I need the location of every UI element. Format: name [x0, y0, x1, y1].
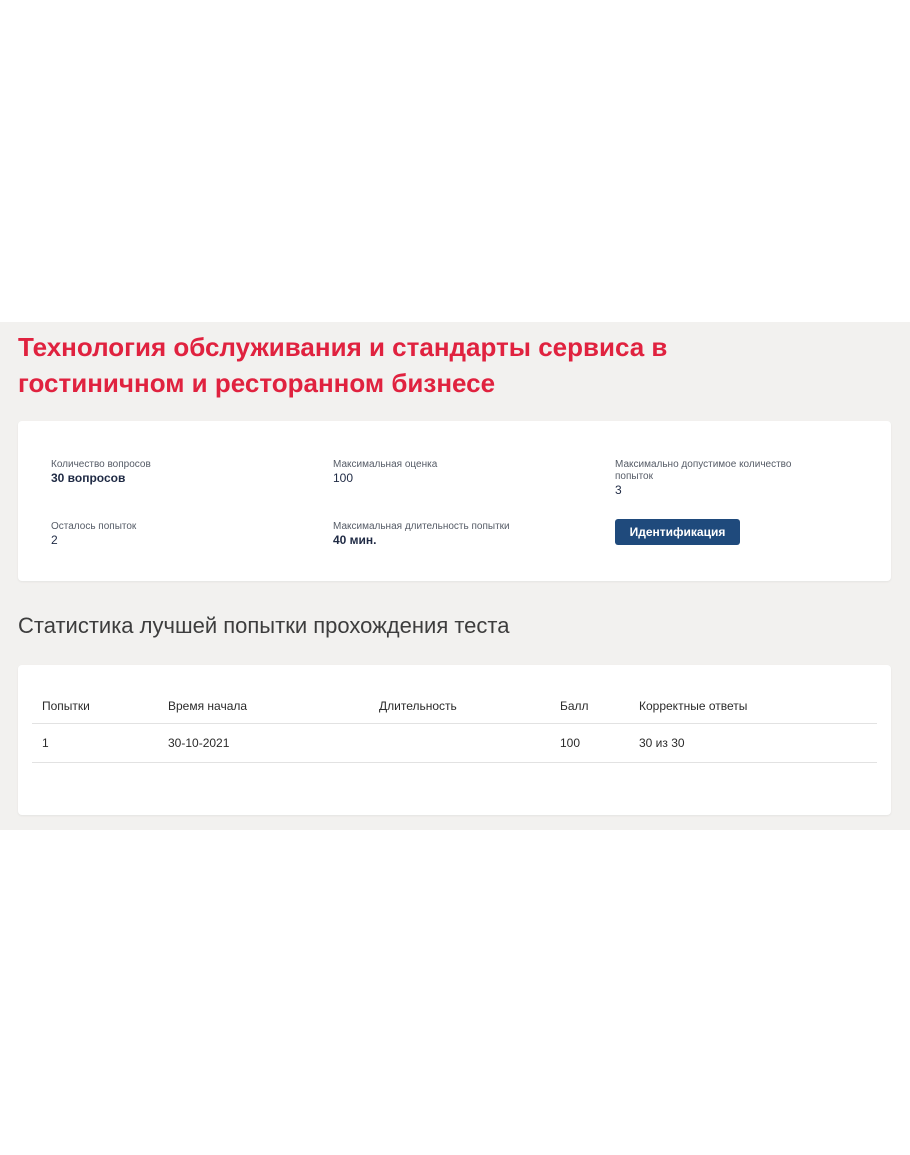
- remaining-attempts-label: Осталось попыток: [51, 521, 137, 532]
- column-header-duration: Длительность: [369, 689, 550, 724]
- test-info-card: [18, 421, 891, 581]
- max-duration: [333, 521, 563, 548]
- max-score-value: 100: [333, 471, 354, 485]
- table-row: [32, 724, 877, 763]
- column-header-score: Балл: [550, 689, 629, 724]
- column-header-attempts: Попытки: [32, 689, 158, 724]
- questions-count-value: 30 вопросов: [51, 471, 126, 485]
- cell-duration: [369, 724, 550, 763]
- max-duration-value: 40 мин.: [333, 533, 377, 547]
- cell-score: 100: [550, 724, 629, 763]
- cell-correct-answers: 30 из 30: [629, 724, 877, 763]
- cell-start-time: 30-10-2021: [158, 724, 369, 763]
- column-header-start-time: Время начала: [158, 689, 369, 724]
- course-title: Технология обслуживания и стандарты сервиса в гостиничном и ресторанном бизнесе: [18, 332, 668, 398]
- stats-section-title: Статистика лучшей попытки прохождения теста: [18, 613, 510, 638]
- column-header-correct-answers: Корректные ответы: [629, 689, 877, 724]
- max-attempts: [615, 459, 825, 498]
- questions-count-label: Количество вопросов: [51, 459, 151, 470]
- max-attempts-label: Максимально допустимое количество попыток: [615, 459, 792, 482]
- max-attempts-value: 3: [615, 483, 622, 497]
- max-score-label: Максимальная оценка: [333, 459, 438, 470]
- table-header-row: [32, 689, 877, 724]
- max-duration-label: Максимальная длительность попытки: [333, 521, 510, 532]
- cell-attempt: 1: [32, 724, 158, 763]
- identification-button[interactable]: Идентификация: [615, 519, 740, 545]
- remaining-attempts: [51, 521, 281, 548]
- remaining-attempts-value: 2: [51, 533, 58, 547]
- stats-card: [18, 665, 891, 815]
- max-score: [333, 459, 563, 486]
- questions-count: [51, 459, 281, 486]
- stats-table: [32, 689, 877, 763]
